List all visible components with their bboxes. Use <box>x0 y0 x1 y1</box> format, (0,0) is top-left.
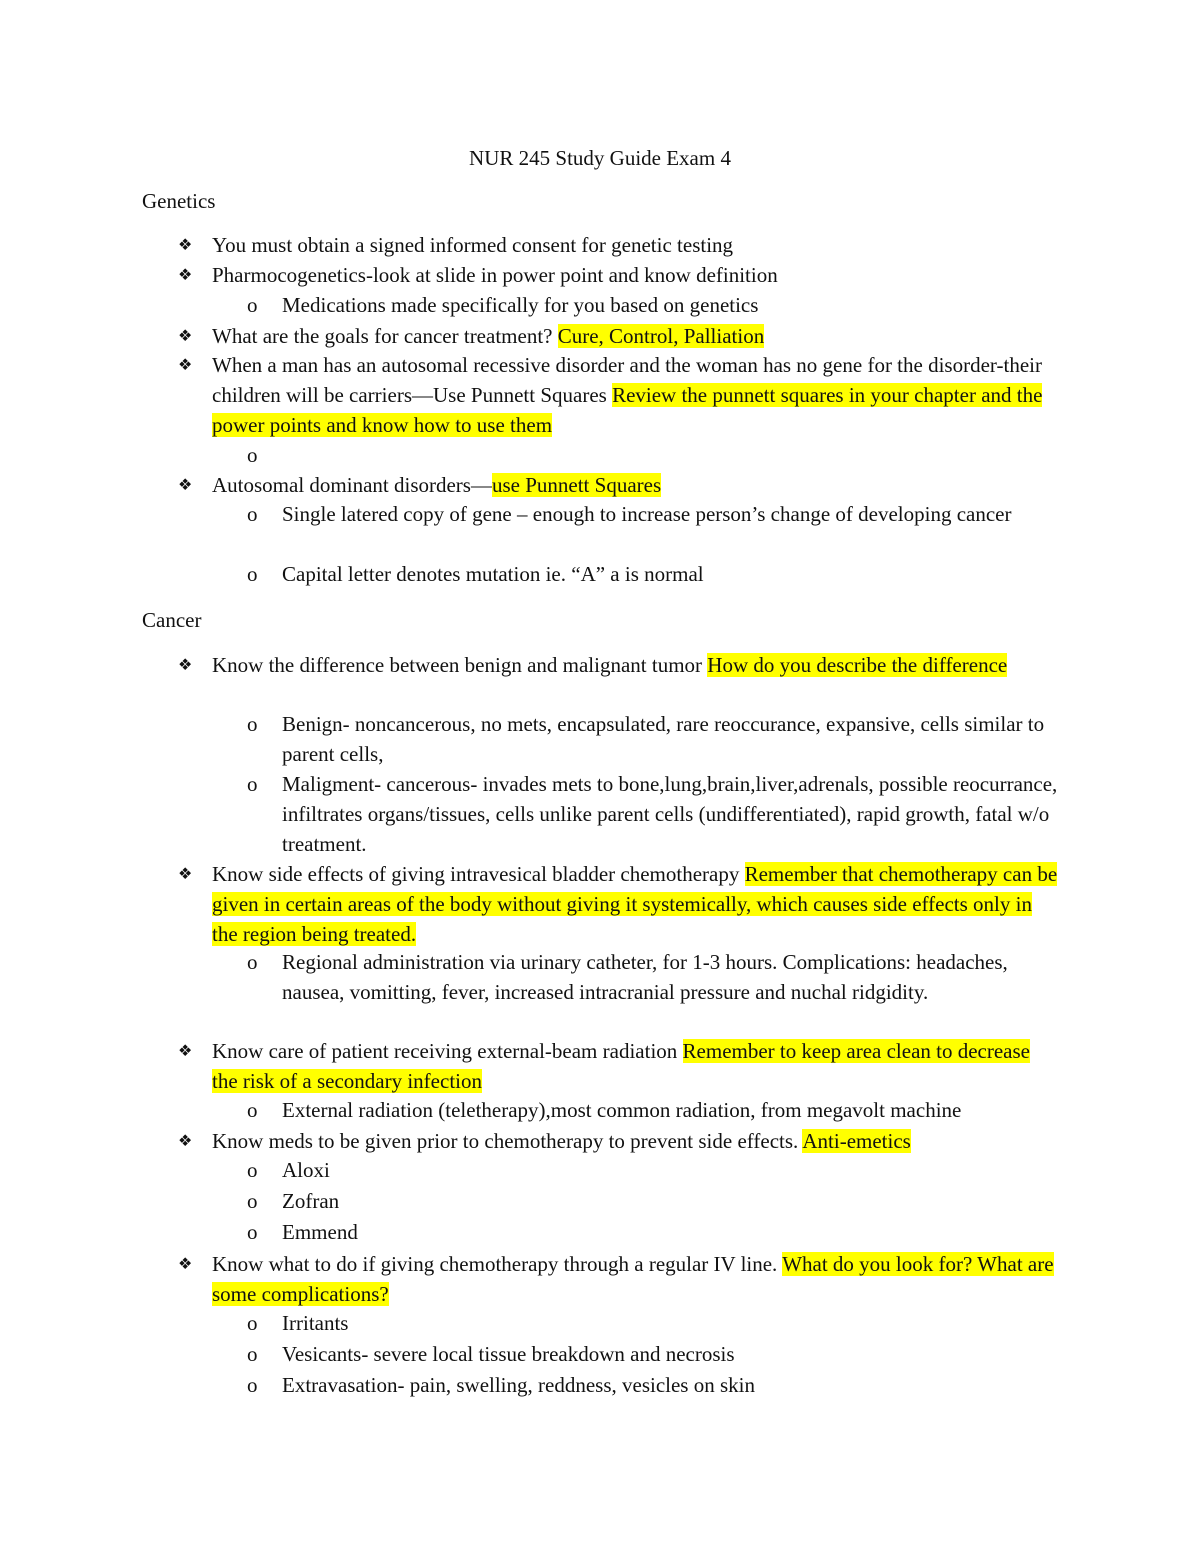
list-item: ❖ What are the goals for cancer treatment? Cure, Control, Palliation <box>178 321 1058 351</box>
bullet-diamond-icon: ❖ <box>178 864 193 883</box>
section-heading-cancer: Cancer <box>142 608 202 632</box>
sub-list-item: o Irritants <box>247 1308 1058 1338</box>
highlighted-text: How do you describe the difference <box>707 653 1008 677</box>
document-title: NUR 245 Study Guide Exam 4 <box>469 146 731 170</box>
sub-list-item: o External radiation (teletherapy),most common radiation, from megavolt machine <box>247 1095 1058 1125</box>
bullet-circle-icon: o <box>247 1373 258 1397</box>
sub-list-item: o Single latered copy of gene – enough to increase person’s change of developing cancer <box>247 499 1058 529</box>
bullet-diamond-icon: ❖ <box>178 235 193 254</box>
bullet-circle-icon: o <box>247 772 258 796</box>
list-item: ❖ Know meds to be given prior to chemotherapy to prevent side effects. Anti-emetics <box>178 1126 1058 1156</box>
sub-list-item: o Emmend <box>247 1217 1058 1247</box>
sub-list-item: o Capital letter denotes mutation ie. “A” a is normal <box>247 559 1058 589</box>
sub-list-item <box>247 440 1058 470</box>
sub-list-item: o Maligment- cancerous- invades mets to bone,lung,brain,liver,adrenals, possible reocurrance, infiltrates organs/tissues, cells unlike parent cells (undifferentiated), rapid growth, fatal w/o treatment. <box>247 769 1058 859</box>
list-item: ❖ Know care of patient receiving external-beam radiation Remember to keep area clean to decrease the risk of a secondary infection <box>178 1036 1058 1096</box>
sub-list-item: o Vesicants- severe local tissue breakdown and necrosis <box>247 1339 1058 1369</box>
list-item: ❖ Know what to do if giving chemotherapy through a regular IV line. What do you look for? What are some complications? <box>178 1249 1058 1309</box>
bullet-circle-icon: o <box>247 1220 258 1244</box>
highlighted-text: Anti-emetics <box>802 1129 911 1153</box>
highlighted-text: Remember that chemotherapy can be given in certain areas of the body without giving it systemically, which causes side effects only in the region being treated. <box>212 862 1058 946</box>
sub-list-item: o Benign- noncancerous, no mets, encapsulated, rare reoccurance, expansive, cells similar to parent cells, <box>247 709 1058 769</box>
bullet-diamond-icon: ❖ <box>178 355 193 374</box>
bullet-circle-icon: o <box>247 1189 258 1213</box>
bullet-diamond-icon: ❖ <box>178 655 193 674</box>
sub-list-item: o Medications made specifically for you based on genetics <box>247 290 1058 320</box>
bullet-diamond-icon: ❖ <box>178 1254 193 1273</box>
sub-list-item: o Extravasation- pain, swelling, reddness, vesicles on skin <box>247 1370 1058 1400</box>
section-heading-genetics: Genetics <box>142 189 216 213</box>
bullet-circle-icon: o <box>247 293 258 317</box>
sub-list-item: o Regional administration via urinary catheter, for 1-3 hours. Complications: headaches, nausea, vomitting, fever, increased intracranial pressure and nuchal ridgidity. <box>247 947 1058 1007</box>
bullet-circle-icon: o <box>247 1342 258 1366</box>
bullet-diamond-icon: ❖ <box>178 1041 193 1060</box>
highlighted-text: use Punnett Squares <box>491 473 662 497</box>
bullet-diamond-icon: ❖ <box>178 475 193 494</box>
list-item: ❖ Know the difference between benign and malignant tumor How do you describe the difference <box>178 650 1058 680</box>
bullet-circle-icon: o <box>247 1311 258 1335</box>
bullet-circle-icon: o <box>247 443 258 467</box>
list-item: ❖ When a man has an autosomal recessive disorder and the woman has no gene for the disorder-their children will be carriers—Use Punnett Squares Review the punnett squares in your chapter and the power points and know how to use them <box>178 350 1058 440</box>
bullet-diamond-icon: ❖ <box>178 1131 193 1150</box>
highlighted-text: Cure, Control, Palliation <box>557 324 765 348</box>
highlighted-text: Review the punnett squares in your chapter and the power points and know how to use them <box>212 383 1043 437</box>
bullet-circle-icon: o <box>247 950 258 974</box>
list-item: ❖ Pharmocogenetics-look at slide in power point and know definition <box>178 260 1058 290</box>
bullet-diamond-icon: ❖ <box>178 326 193 345</box>
list-item: ❖ Know side effects of giving intravesical bladder chemotherapy Remember that chemotherapy can be given in certain areas of the body without giving it systemically, which causes side effects only in the region being treated. <box>178 859 1058 949</box>
bullet-circle-icon: o <box>247 712 258 736</box>
highlighted-text: What do you look for? What are some complications? <box>212 1252 1054 1306</box>
list-item: ❖ You must obtain a signed informed consent for genetic testing <box>178 230 1058 260</box>
bullet-circle-icon: o <box>247 1098 258 1122</box>
bullet-diamond-icon: ❖ <box>178 265 193 284</box>
sub-list-item: o Zofran <box>247 1186 1058 1216</box>
sub-list-item: o Aloxi <box>247 1155 1058 1185</box>
bullet-circle-icon: o <box>247 562 258 586</box>
highlighted-text: Remember to keep area clean to decrease the risk of a secondary infection <box>212 1039 1030 1093</box>
bullet-circle-icon: o <box>247 1158 258 1182</box>
bullet-circle-icon: o <box>247 502 258 526</box>
list-item: ❖ Autosomal dominant disorders—use Punnett Squares <box>178 470 1058 500</box>
